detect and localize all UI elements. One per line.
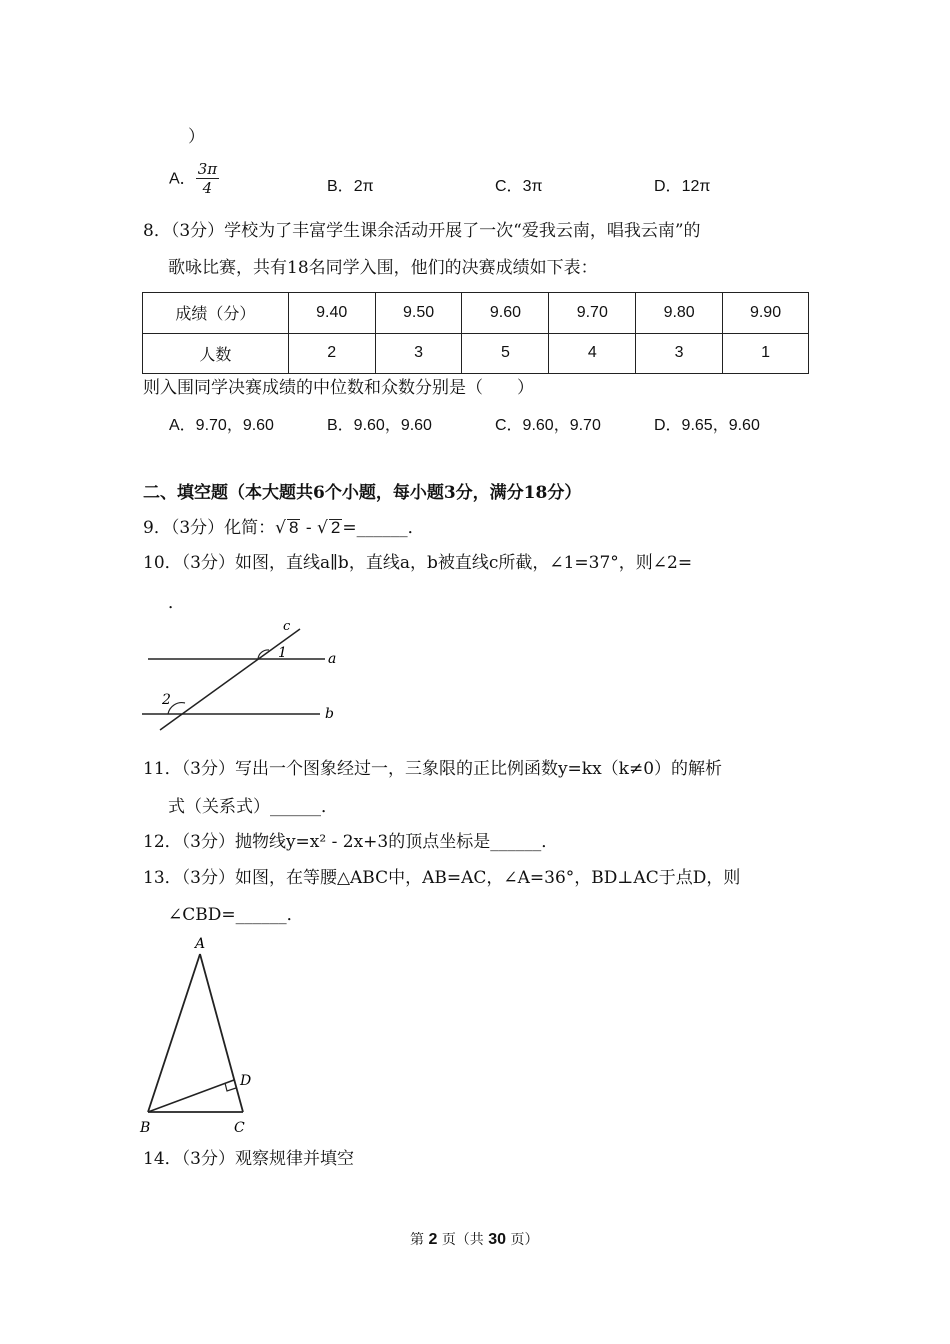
q12-line-1: 12．（3分）抛物线y=x² - 2x+3的顶点坐标是______． bbox=[143, 832, 559, 852]
side-ab bbox=[148, 954, 200, 1112]
q8-score-table bbox=[142, 292, 809, 374]
q14-line-1: 14．（3分）观察规律并填空 bbox=[143, 1149, 354, 1169]
q7-option-c-value: 3π bbox=[522, 178, 543, 195]
q9-radicand-2: 2 bbox=[330, 518, 341, 537]
table-cell: 9.90 bbox=[723, 293, 809, 334]
footer-post: 页） bbox=[510, 1232, 539, 1248]
table-cell: 2 bbox=[288, 333, 375, 374]
q7-option-c-label: C． bbox=[495, 178, 523, 195]
segment-bd bbox=[148, 1080, 234, 1112]
q9-prefix: 9．（3分）化简： bbox=[143, 518, 276, 538]
q8-question: 则入围同学决赛成绩的中位数和众数分别是（ ） bbox=[143, 378, 534, 398]
table-cell: 1 bbox=[723, 333, 809, 374]
table-cell: 成绩（分） bbox=[143, 293, 289, 334]
q7-option-a-fraction bbox=[196, 162, 219, 196]
q7-option-d[interactable] bbox=[654, 173, 710, 196]
table-cell: 9.50 bbox=[375, 293, 462, 334]
q10-line-1: 10．（3分）如图，直线a∥b，直线a，b被直线c所截，∠1=37°，则∠2= bbox=[143, 553, 693, 573]
label-2: 2 bbox=[162, 692, 171, 708]
label-1: 1 bbox=[278, 645, 287, 661]
right-angle-mark bbox=[225, 1083, 236, 1091]
table-cell: 5 bbox=[462, 333, 549, 374]
table-cell: 人数 bbox=[143, 333, 289, 374]
q9-minus: - bbox=[300, 518, 318, 538]
label-A: A bbox=[195, 936, 206, 952]
q13-line-2: ∠CBD=______． bbox=[168, 905, 304, 925]
q7-option-b-label: B． bbox=[327, 178, 354, 195]
label-a: a bbox=[328, 651, 337, 667]
label-D: D bbox=[240, 1073, 252, 1089]
q7-option-a[interactable] bbox=[169, 162, 219, 196]
q8-option-c[interactable]: C．9.60，9.70 bbox=[495, 417, 601, 434]
footer-total-pages: 30 bbox=[488, 1231, 507, 1248]
q8-line-2: 歌咏比赛，共有18名同学入围，他们的决赛成绩如下表： bbox=[168, 258, 598, 278]
footer-pre: 第 bbox=[410, 1232, 424, 1248]
table-cell: 9.40 bbox=[288, 293, 375, 334]
q10-parallel-lines-figure bbox=[130, 615, 350, 735]
q7-option-b-value: 2π bbox=[353, 178, 374, 195]
table-cell: 4 bbox=[549, 333, 636, 374]
q9-line bbox=[143, 517, 425, 539]
q7-option-b[interactable] bbox=[327, 173, 374, 196]
q9-radicand-1: 8 bbox=[288, 518, 299, 537]
sqrt-icon: √ bbox=[275, 518, 286, 538]
q11-line-2: 式（关系式）______． bbox=[168, 797, 338, 817]
label-C: C bbox=[234, 1120, 245, 1136]
label-B: B bbox=[140, 1120, 151, 1136]
label-c: c bbox=[283, 619, 291, 634]
q11-line-1: 11．（3分）写出一个图象经过一，三象限的正比例函数y=kx（k≠0）的解析 bbox=[143, 759, 723, 779]
table-cell: 9.60 bbox=[462, 293, 549, 334]
side-ac bbox=[200, 954, 243, 1112]
table-row bbox=[143, 293, 809, 334]
table-cell: 9.70 bbox=[549, 293, 636, 334]
q7-option-d-value: 12π bbox=[681, 178, 711, 195]
q10-line-2: ． bbox=[168, 593, 185, 613]
q9-suffix: =______． bbox=[342, 518, 425, 538]
q7-option-a-label: A． bbox=[169, 170, 196, 188]
table-cell: 3 bbox=[636, 333, 723, 374]
q7-option-a-denominator: 4 bbox=[202, 179, 213, 197]
q8-option-b[interactable]: B．9.60，9.60 bbox=[327, 417, 432, 434]
label-b: b bbox=[325, 706, 334, 722]
table-row bbox=[143, 333, 809, 374]
q7-option-d-label: D． bbox=[654, 178, 682, 195]
q8-option-a[interactable]: A．9.70，9.60 bbox=[169, 417, 274, 434]
q13-line-1: 13．（3分）如图，在等腰△ABC中，AB=AC，∠A=36°，BD⊥AC于点D，则 bbox=[143, 868, 741, 888]
q7-closing-paren: ） bbox=[188, 127, 205, 147]
footer-page-number: 2 bbox=[428, 1231, 438, 1248]
q8-option-d[interactable]: D．9.65，9.60 bbox=[654, 417, 760, 434]
q8-line-1: 8．（3分）学校为了丰富学生课余活动开展了一次“爱我云南，唱我云南”的 bbox=[143, 221, 701, 241]
table-cell: 3 bbox=[375, 333, 462, 374]
page-footer bbox=[410, 1229, 539, 1249]
sqrt-icon: √ bbox=[317, 518, 328, 538]
q13-triangle-figure bbox=[130, 930, 270, 1140]
q7-option-c[interactable] bbox=[495, 173, 543, 196]
q7-option-a-numerator: 3π bbox=[197, 160, 218, 178]
section-2-title: 二、填空题（本大题共6个小题，每小题3分，满分18分） bbox=[143, 483, 582, 503]
footer-mid: 页（共 bbox=[441, 1232, 484, 1248]
table-cell: 9.80 bbox=[636, 293, 723, 334]
